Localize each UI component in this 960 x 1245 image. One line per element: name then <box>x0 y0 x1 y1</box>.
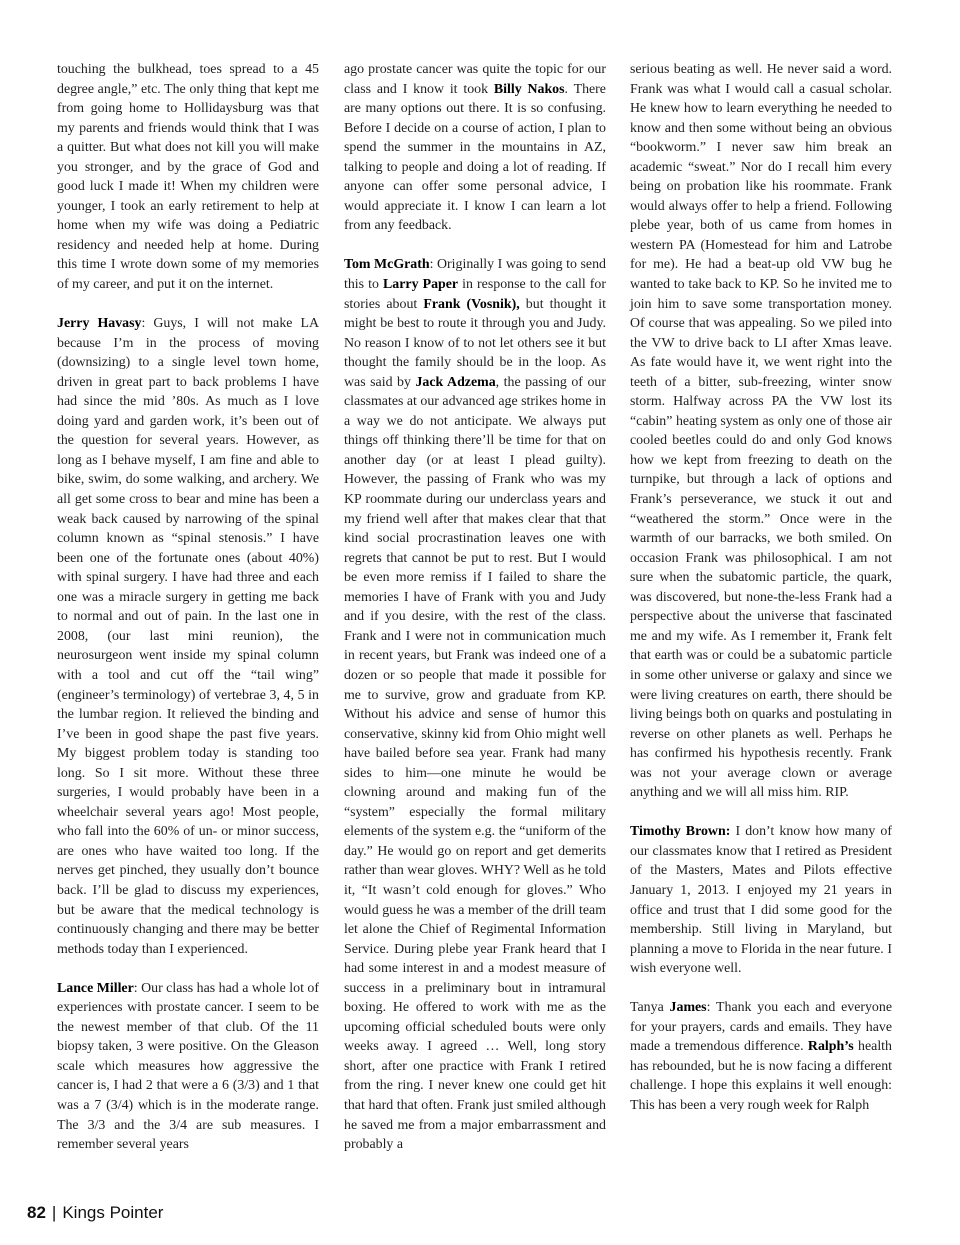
page-number: 82 <box>27 1203 46 1222</box>
mentioned-name: Jack Adzema <box>415 374 496 390</box>
paragraph-text: serious beating as well. He never said a word. Frank was what I would call a casual scholar. He knew how to learn everything he needed to know and then some without being an obvious “bookworm.” I never saw him break an academic “sweat.” Nor do I recall him every being on probation like his roommate. Frank would always offer to help a friend. Following plebe year, both of us came from homes in western PA (Homestead for him and Latrobe for me). He had a beat-up old VW bug he wanted to take back to KP. So he invited me to join him to save some transportation money. Of course that was appealing. So we piled into the VW to drive back to LI after Xmas leave. As fate would have it, we went right into the teeth of a bitter, sub-freezing, winter snow storm. Halfway across PA the VW lost its “cabin” heating system as only one of those air cooled beetles could do and only God knows how we kept from freezing to death on the turnpike, but through a lack of options and Frank’s perseverance, we stuck it out and “weathered the storm.” Once were in the warmth of our barracks, we both smiled. On occasion Frank was philosophical. I am not sure when the subatomic particle, the quark, was discovered, but none-the-less Frank had a perspective about the universe that fascinated me and my wife. As I remember it, Frank felt that earth was or could be a subatomic particle in some other universe or galaxy and since we were living creatures on earth, there should be living beings both on quarks and postulating in reverse on other planets as well. Perhaps he has confirmed his hypothesis recently. Frank was not your average clown or average anything and we will all miss him. RIP. <box>630 62 892 801</box>
author-name: Tom McGrath <box>344 257 430 273</box>
paragraph-lance-miller <box>57 979 319 1155</box>
mentioned-name: Billy Nakos <box>493 81 565 97</box>
paragraph-text: , the passing of our classmates at our advanced age strikes home in a way we do not anticipate. We always put things off thinking there’ll be time for that on another day (or at least I plead guilty). However, the passing of Frank who was my KP roommate during our underclass years and my friend well after that makes clear that that kind social procrastination leaves one with regrets that cannot be put to rest. But I would be even more remiss if I failed to share the memories I have of Frank with you and Judy and if you desire, with the rest of the class. Frank and I were not in communication much in recent years, but Frank was indeed one of a dozen or so people that made it possible for me to survive, grow and graduate from KP. Without his advice and sense of humor this conservative, skinny kid from Ohio might well have bailed before sea year. Frank had many sides to him—one minute he would be clowning around and making fun of the “system” especially the formal military elements of the system e.g. the “uniform of the day.” He would go on report and get demerits rather than wear gloves. WHY? Well as he told it, “It wasn’t cold enough for gloves.” Who would guess he was a member of the drill team let alone the Chief of Regimental Information Service. During plebe year Frank heard that I had some interest in and a modest measure of success in a preliminary bout in intramural boxing. He offered to work with me as the upcoming official scheduled bouts were only weeks away. I agreed … Well, long story short, after one practice with Frank I retired from the ring. I never knew one could get hit that hard that often. Frank just smiled although he saved me from a major embarrassment and probably a <box>344 374 606 1153</box>
paragraph-timothy-brown <box>630 822 892 978</box>
footer-separator: | <box>51 1203 57 1222</box>
page-footer <box>27 1203 163 1223</box>
mentioned-name: Larry Paper <box>383 277 459 293</box>
paragraph-jerry-havasy <box>57 314 319 959</box>
paragraph-text: : Thank you each and everyone for your prayers, cards and emails. They have made a tremendous difference. <box>630 1000 892 1055</box>
paragraph-text: health has rebounded, but he is now facing a different challenge. I hope this explains it well enough: This has been a very rough week for Ralph <box>630 1039 892 1113</box>
column-2 <box>344 60 606 1155</box>
author-name: Timothy Brown: <box>630 824 731 840</box>
mentioned-name: Ralph’s <box>807 1039 854 1055</box>
paragraph-text: I don’t know how many of our classmates know that I retired as President of the Masters, Mates and Pilots effective January 1, 2013. I enjoyed my 21 years in office and trust that I did some good for the membership. Still living in Maryland, but planning a move to Florida in the near future. I wish everyone well. <box>630 824 892 977</box>
paragraph-text: touching the bulkhead, toes spread to a 45 degree angle,” etc. The only thing that kept me from going home to Hollidaysburg was that my parents and friends would think that I was a quitter. But what does not kill you will make you stronger, and by the grace of God and good luck I made it! When my children were younger, I took an early retirement to help at home when my wife was doing a Pediatric residency and needed help at home. During this time I wrote down some of my memories of my career, and put it on the internet. <box>57 62 319 293</box>
paragraph-text: ago prostate cancer was quite the topic for our class and I know it took <box>344 62 606 97</box>
paragraph-text: : Our class has had a whole lot of experiences with prostate cancer. I seem to be the newest member of that club. Of the 11 biopsy taken, 3 were positive. On the Gleason scale which measures how aggressive the cancer is, I had 2 that were a 6 (3/3) and 1 that was a 7 (3/4) which is in the moderate range. The 3/3 and the 3/4 are sub measures. I remember several years <box>57 980 319 1153</box>
paragraph-tanya-james <box>630 998 892 1115</box>
author-name: James <box>669 1000 707 1016</box>
paragraph-text: : Originally I was going to send this to <box>344 257 606 293</box>
publication-name: Kings Pointer <box>62 1203 164 1222</box>
column-3 <box>630 60 892 1116</box>
paragraph-continuation <box>344 60 606 236</box>
mentioned-name: Frank (Vosnik), <box>423 296 520 312</box>
paragraph-text: but thought it might be best to route it through you and Judy. No reason I know of to not let others see it but thought the family should be in the loop. As was said by <box>344 296 606 390</box>
paragraph-continuation <box>57 60 319 295</box>
paragraph-text: in response to the call for stories about <box>344 277 606 312</box>
paragraph-text: : Guys, I will not make LA because I’m in the process of moving (downsizing) to a single level town home, driven in great part to back problems I have had since the mid ’80s. As much as I love doing yard and garden work, it’s been out of the question for several years. However, as long as I behave myself, I am fine and able to bike, swim, do some walking, and archery. We all get some cross to bear and mine has been a weak back caused by narrowing of the spinal column known as “spinal stenosis.” I have been one of the fortunate ones (about 40%) with spinal surgery. I have had three and each one was a miracle surgery in getting me back to normal and out of pain. In the last one in 2008, (our last mini reunion), the neurosurgeon went inside my spinal column with a tool and cut off the “tail wing” (engineer’s terminology) of vertebrae 3, 4, 5 in the lumbar region. It relieved the binding and I’ve been in good shape the past five years. My biggest problem today is standing too long. So I sit more. Without these three surgeries, I would probably have been in a wheelchair several years ago! Most people, who fall into the 60% of un- or minor success, are ones who have waited too long. If the nerves get pinched, they usually don’t bounce back. I’ll be glad to discuss my experiences, but be aware that the medical technology is continuously changing and there may be better methods today than I experienced. <box>57 316 319 957</box>
paragraph-tom-mcgrath <box>344 255 606 1154</box>
author-name: Jerry Havasy <box>57 316 142 332</box>
paragraph-text: . There are many options out there. It is so confusing. Before I decide on a course of action, I plan to spend the summer in the mountains in AZ, talking to people and doing a lot of reading. If anyone can offer some personal advice, I would appreciate it. I know I can learn a lot from any feedback. <box>344 81 606 234</box>
column-1 <box>57 60 319 1155</box>
paragraph-text: Tanya <box>630 1000 670 1016</box>
author-name: Lance Miller <box>57 980 134 996</box>
paragraph-continuation <box>630 60 892 803</box>
